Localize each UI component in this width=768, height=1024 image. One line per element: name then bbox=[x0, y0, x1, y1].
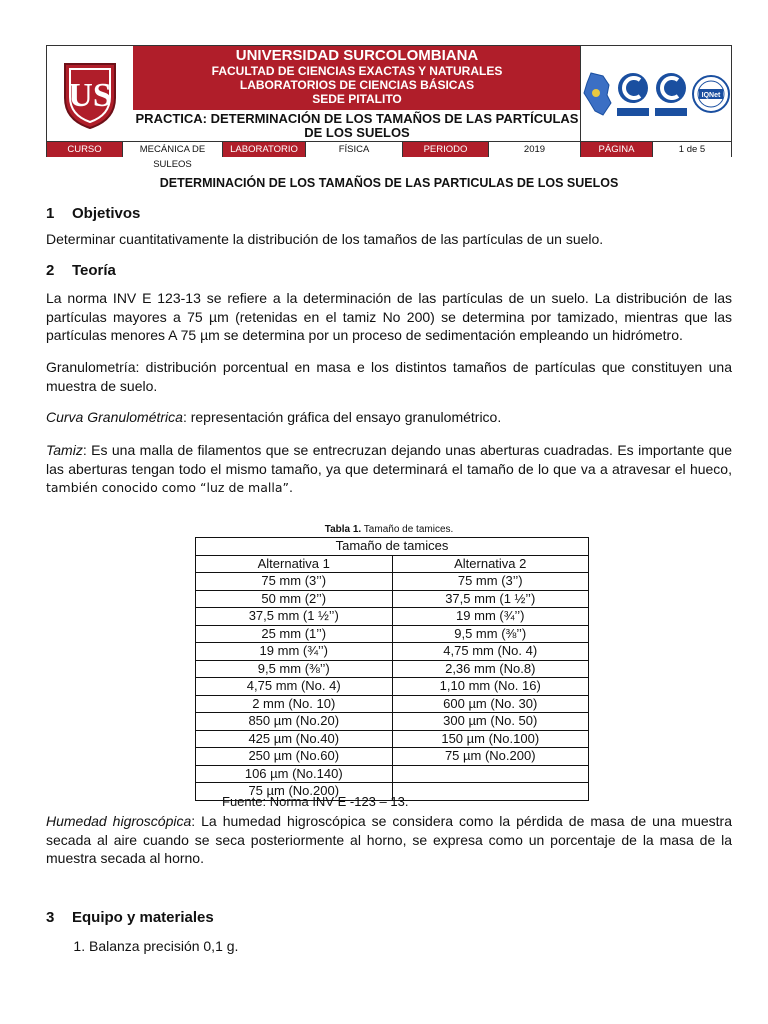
table-title: Tamaño de tamices bbox=[196, 538, 589, 556]
table-row bbox=[196, 573, 589, 591]
campus-name: SEDE PITALITO bbox=[312, 92, 402, 106]
table-cell: 600 µm (No. 30) bbox=[392, 695, 589, 713]
table-row bbox=[196, 643, 589, 661]
table-cell: 4,75 mm (No. 4) bbox=[392, 643, 589, 661]
icontec-cert-icon bbox=[615, 70, 651, 118]
labs-name: LABORATORIOS DE CIENCIAS BÁSICAS bbox=[239, 78, 475, 92]
sieve-size-table bbox=[195, 537, 589, 801]
iso-cert-icon bbox=[653, 70, 689, 118]
humedad-definition: : La humedad higroscópica se considera como la pérdida de masa de una muestra secada al aire cuando se seca posteriormente al horno, se expresa como un porcentaje de la masa de la muestra secada al horno. bbox=[46, 813, 732, 866]
course-label: CURSO bbox=[47, 142, 123, 157]
faculty-name: FACULTAD DE CIENCIAS EXACTAS Y NATURALES bbox=[211, 64, 503, 78]
tamiz-paragraph bbox=[46, 441, 732, 498]
tamiz-definition: : Es una malla de filamentos que se entrecruzan dejando unas aberturas cuadradas. Es importante que las aberturas tengan todo el mismo tamaño, ya que determinará el tamaño de lo que va a atravesar el hueco, bbox=[46, 442, 732, 477]
objective-paragraph: Determinar cuantitativamente la distribución de los tamaños de las partículas de un suelo. bbox=[46, 231, 604, 247]
period-label: PERIODO bbox=[403, 142, 489, 157]
table-row bbox=[196, 625, 589, 643]
table-caption-label: Tabla 1. bbox=[324, 524, 362, 535]
table-cell: 75 µm (No.200) bbox=[196, 783, 393, 801]
table-row bbox=[196, 730, 589, 748]
table-cell: 75 µm (No.200) bbox=[392, 748, 589, 766]
logo-letters: US bbox=[68, 76, 112, 114]
table-cell: 425 µm (No.40) bbox=[196, 730, 393, 748]
table-caption-text: Tamaño de tamices. bbox=[361, 524, 454, 535]
lab-label: LABORATORIO bbox=[223, 142, 306, 157]
curva-paragraph bbox=[46, 408, 732, 427]
iqnet-cert-icon bbox=[691, 74, 731, 114]
table-cell: 37,5 mm (1 ½’’) bbox=[392, 590, 589, 608]
table-header-alt2: Alternativa 2 bbox=[392, 555, 589, 573]
section-objetivos bbox=[46, 205, 140, 222]
table-cell: 150 µm (No.100) bbox=[392, 730, 589, 748]
document-title: DETERMINACIÓN DE LOS TAMAÑOS DE LAS PARTICULAS DE LOS SUELOS bbox=[159, 176, 619, 190]
period-value: 2019 bbox=[489, 142, 581, 157]
practice-title: PRACTICA: DETERMINACIÓN DE LOS TAMAÑOS DE LAS PARTÍCULAS DE LOS SUELOS bbox=[133, 110, 581, 141]
curva-definition: : representación gráfica del ensayo granulométrico. bbox=[182, 409, 502, 425]
table-header-row bbox=[196, 555, 589, 573]
table-cell bbox=[392, 783, 589, 801]
table-row bbox=[196, 590, 589, 608]
table-cell: 2,36 mm (No.8) bbox=[392, 660, 589, 678]
section-title: Teoría bbox=[72, 262, 116, 279]
table-cell: 25 mm (1’’) bbox=[196, 625, 393, 643]
table-cell: 37,5 mm (1 ½’’) bbox=[196, 608, 393, 626]
table-cell: 1,10 mm (No. 16) bbox=[392, 678, 589, 696]
page-value: 1 de 5 bbox=[653, 142, 731, 157]
table-row bbox=[196, 695, 589, 713]
info-row bbox=[47, 141, 731, 170]
university-name: UNIVERSIDAD SURCOLOMBIANA bbox=[235, 47, 479, 64]
section-title: Objetivos bbox=[72, 205, 141, 222]
table-cell: 9,5 mm (⅜’’) bbox=[196, 660, 393, 678]
table-cell: 75 mm (3’’) bbox=[392, 573, 589, 591]
table-cell: 2 mm (No. 10) bbox=[196, 695, 393, 713]
section-teoria bbox=[46, 262, 116, 279]
section-title: Equipo y materiales bbox=[72, 909, 214, 926]
table-row bbox=[196, 713, 589, 731]
table-cell: 4,75 mm (No. 4) bbox=[196, 678, 393, 696]
colombia-map-icon bbox=[581, 71, 613, 117]
table-cell bbox=[392, 765, 589, 783]
table-header-alt1: Alternativa 1 bbox=[196, 555, 393, 573]
table-row bbox=[196, 678, 589, 696]
equipment-list bbox=[46, 938, 238, 954]
table-row bbox=[196, 608, 589, 626]
norma-paragraph: La norma INV E 123-13 se refiere a la determinación de las partículas de un suelo. La distribución de las partículas mayores a 75 µm (retenidas en el tamiz No 200) se determina por tamizado, mientras que las partículas menores A 75 µm se determina por un proceso de sedimentación empleando un hidrómetro. bbox=[46, 290, 732, 343]
humedad-paragraph bbox=[46, 812, 732, 868]
list-item: 1. Balanza precisión 0,1 g. bbox=[89, 938, 238, 954]
table-cell: 106 µm (No.140) bbox=[196, 765, 393, 783]
table-cell: 9,5 mm (⅜’’) bbox=[392, 625, 589, 643]
table-cell: 250 µm (No.60) bbox=[196, 748, 393, 766]
title-band bbox=[133, 46, 581, 110]
humedad-term: Humedad higroscópica bbox=[46, 813, 192, 829]
table-source: Fuente: Norma INV E -123 – 13. bbox=[222, 794, 409, 809]
table-caption bbox=[46, 524, 732, 535]
table-title-row bbox=[196, 538, 589, 556]
table-row bbox=[196, 765, 589, 783]
page-label: PÁGINA bbox=[581, 142, 653, 157]
granulometria-paragraph: Granulometría: distribución porcentual en masa e los distintos tamaños de partículas que constituyen una muestra de suelo. bbox=[46, 359, 732, 394]
table-row bbox=[196, 660, 589, 678]
table-cell: 850 µm (No.20) bbox=[196, 713, 393, 731]
table-cell: 19 mm (¾’’) bbox=[392, 608, 589, 626]
lab-value: FÍSICA bbox=[306, 142, 403, 157]
table-cell: 300 µm (No. 50) bbox=[392, 713, 589, 731]
section-equipo bbox=[46, 909, 214, 926]
table-cell: 19 mm (¾’’) bbox=[196, 643, 393, 661]
tamiz-tail: también conocido como “luz de malla”. bbox=[46, 480, 293, 495]
table-cell: 50 mm (2’’) bbox=[196, 590, 393, 608]
university-logo-icon bbox=[59, 58, 121, 130]
curva-term: Curva Granulométrica bbox=[46, 409, 183, 425]
section-number: 3 bbox=[46, 909, 55, 926]
section-number: 2 bbox=[46, 262, 55, 279]
iqnet-label: IQNet bbox=[701, 91, 721, 99]
table-cell: 75 mm (3’’) bbox=[196, 573, 393, 591]
section-number: 1 bbox=[46, 205, 55, 222]
certification-logos bbox=[580, 46, 731, 141]
table-row bbox=[196, 748, 589, 766]
document-header bbox=[46, 45, 732, 170]
tamiz-term: Tamiz bbox=[46, 442, 83, 458]
course-value: MECÁNICA DE SULEOS bbox=[123, 142, 223, 157]
university-logo-cell bbox=[47, 46, 134, 141]
